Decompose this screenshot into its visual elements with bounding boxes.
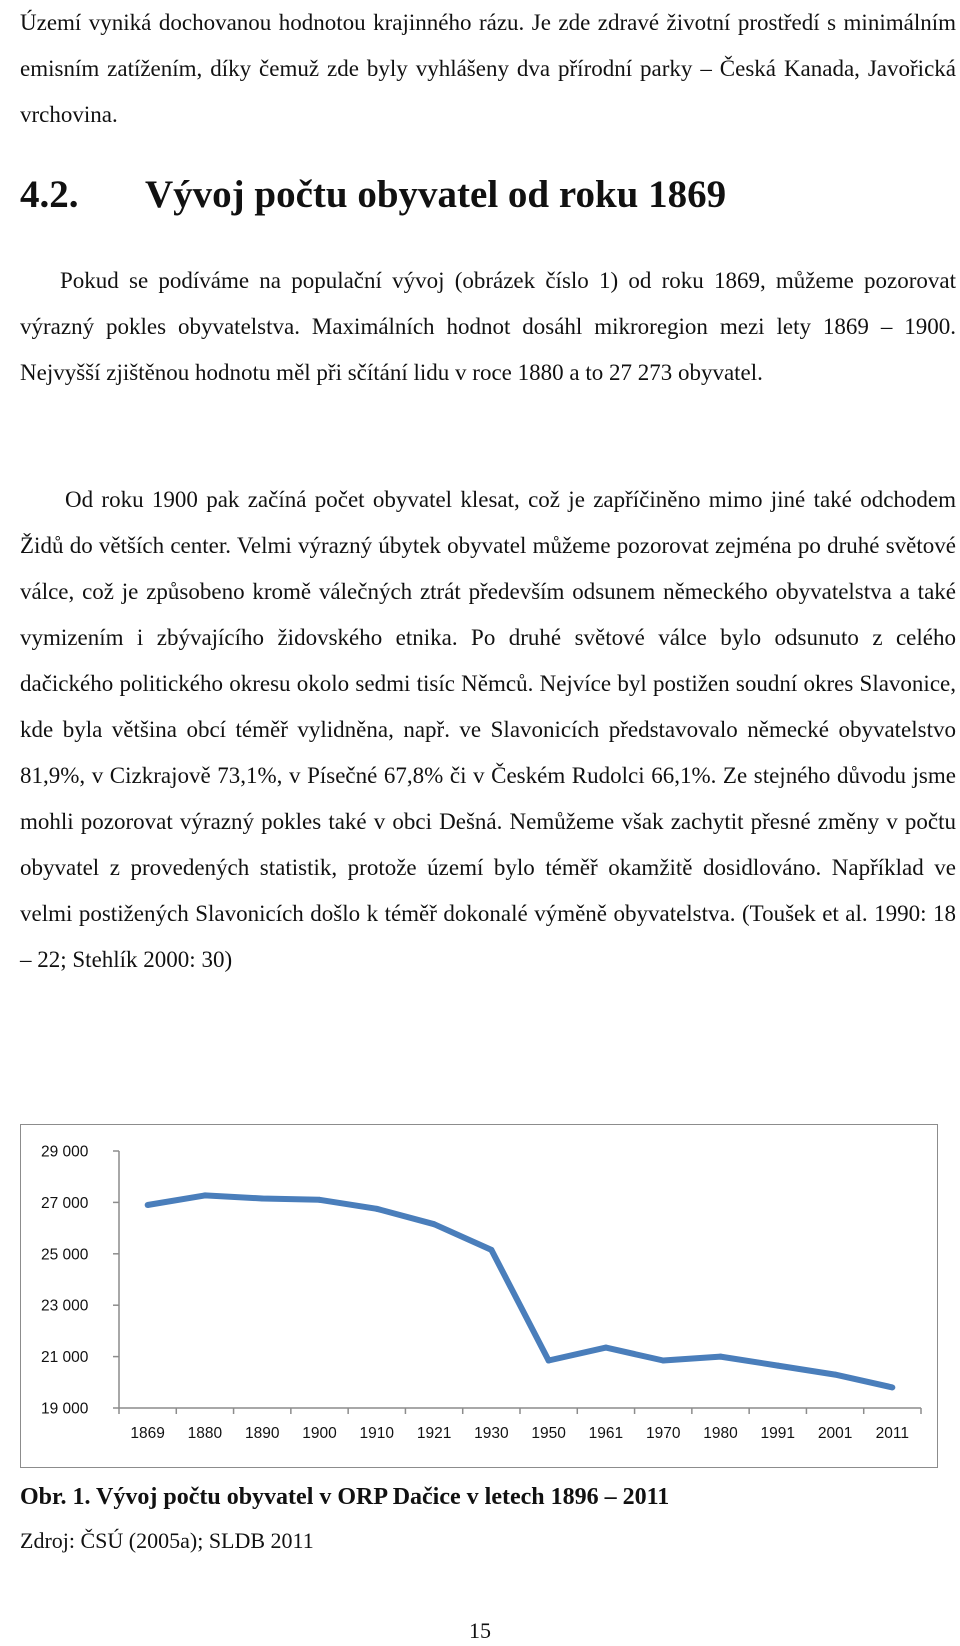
population-chart-svg (21, 1125, 939, 1469)
x-tick-label: 1921 (416, 1425, 452, 1442)
x-tick-label: 1980 (703, 1425, 738, 1442)
paragraph-population-decline: Od roku 1900 pak začíná počet obyvatel klesat, což je zapříčiněno mimo jiné také odchodem Židů do větších center. Velmi výrazný úbytek obyvatel můžeme pozorovat zejména po druhé světové válce, což je způsobeno kromě válečných ztrát především odsunem německého obyvatelstva a také vymizením i zbývajícího židovského etnika. Po druhé světové válce bylo odsunuto z celého dačického politického okresu okolo sedmi tisíc Němců. Nejvíce byl postižen soudní okres Slavonice, kde byla většina obcí téměř vylidněna, např. ve Slavonicích představovalo německé obyvatelstvo 81,9%, v Cizkrajově 73,1%, v Písečné 67,8% či v Českém Rudolci 66,1%. Ze stejného důvodu jsme mohli pozorovat výrazný pokles také v obci Dešná. Nemůžeme však zachytit přesné změny v počtu obyvatel z provedených statistik, protože území bylo téměř okamžitě dosidlováno. Například ve velmi postižených Slavonicích došlo k téměř dokonalé výměně obyvatelstva. (Toušek et al. 1990: 18 – 22; Stehlík 2000: 30) (20, 487, 956, 972)
x-tick-label: 1910 (359, 1425, 395, 1442)
data-point (889, 1384, 895, 1390)
y-tick-label: 25 000 (41, 1246, 89, 1264)
x-tick-label: 1900 (302, 1425, 337, 1442)
y-tick-label: 21 000 (41, 1349, 89, 1367)
data-point (317, 1197, 323, 1203)
data-point (660, 1357, 666, 1363)
page-number: 15 (469, 1618, 491, 1643)
data-point (832, 1372, 838, 1378)
x-tick-label: 1880 (187, 1425, 223, 1442)
x-tick-label: 1991 (760, 1425, 796, 1442)
figure-caption: Obr. 1. Vývoj počtu obyvatel v ORP Dačice v letech 1896 – 2011 (20, 1484, 670, 1510)
paragraph-intro: Území vyniká dochovanou hodnotou krajinného rázu. Je zde zdravé životní prostředí s minimálním emisním zatížením, díky čemuž zde byly vyhlášeny dva přírodní parky – Česká Kanada, Javořická vrchovina. (20, 10, 956, 127)
x-tick-label: 1950 (531, 1425, 566, 1442)
data-point (775, 1363, 781, 1369)
x-tick-label: 1930 (474, 1425, 509, 1442)
data-point (431, 1221, 437, 1227)
data-point (374, 1206, 380, 1212)
y-tick-label: 27 000 (41, 1194, 89, 1212)
data-point (546, 1357, 552, 1363)
section-title: Vývoj počtu obyvatel od roku 1869 (145, 173, 727, 216)
population-chart (20, 1124, 938, 1468)
y-tick-label: 29 000 (41, 1143, 89, 1161)
data-point (718, 1354, 724, 1360)
section-number: 4.2. (20, 173, 79, 216)
data-point (259, 1196, 265, 1202)
section-heading (20, 172, 956, 217)
x-tick-label: 1890 (244, 1425, 280, 1442)
y-tick-label: 23 000 (41, 1297, 89, 1315)
x-tick-label: 2011 (875, 1425, 910, 1442)
figure-source: Zdroj: ČSÚ (2005a); SLDB 2011 (20, 1528, 314, 1553)
paragraph-population-overview: Pokud se podíváme na populační vývoj (obrázek číslo 1) od roku 1869, můžeme pozorovat výrazný pokles obyvatelstva. Maximálních hodnot dosáhl mikroregion mezi lety 1869 – 1900. Nejvyšší zjištěnou hodnotu měl při sčítání lidu v roce 1880 a to 27 273 obyvatel. (20, 268, 956, 385)
x-tick-label: 1970 (645, 1425, 681, 1442)
y-tick-label: 19 000 (41, 1400, 89, 1418)
data-point (202, 1192, 208, 1198)
data-point (488, 1247, 494, 1253)
data-point (145, 1202, 151, 1208)
x-tick-label: 1869 (130, 1425, 165, 1442)
population-series-line (148, 1195, 893, 1387)
x-tick-label: 2001 (817, 1425, 853, 1442)
x-tick-label: 1961 (588, 1425, 624, 1442)
data-point (603, 1345, 609, 1351)
